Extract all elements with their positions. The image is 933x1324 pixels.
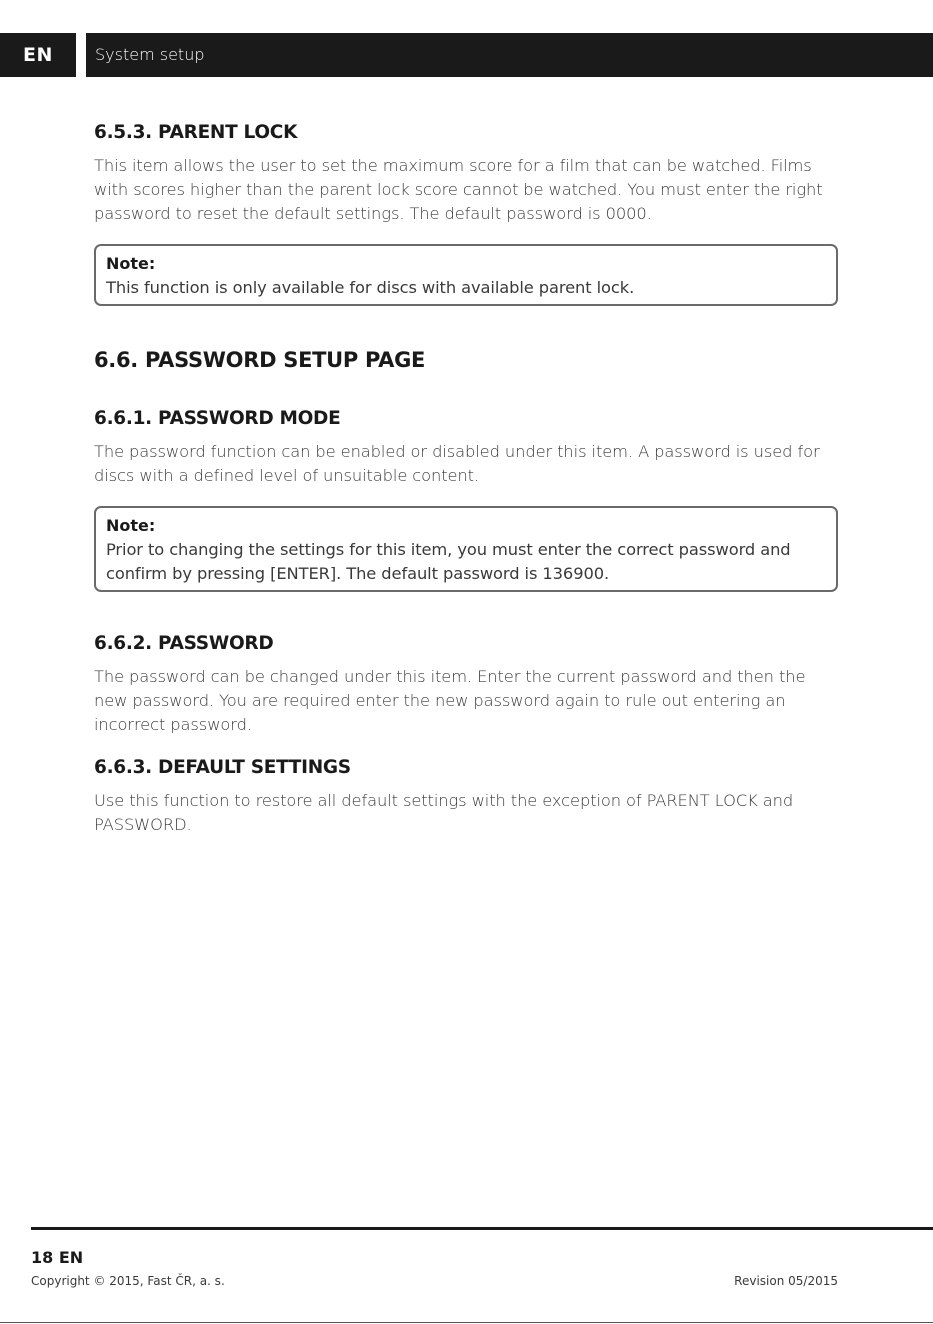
language-badge: EN xyxy=(0,33,76,77)
paragraph-default-settings: Use this function to restore all default settings with the exception of PARENT LOCK and PASSWORD. xyxy=(94,791,794,834)
bottom-divider xyxy=(0,1322,933,1323)
heading-password-mode: 6.6.1. PASSWORD MODE xyxy=(94,408,341,429)
revision-text: Revision 05/2015 xyxy=(734,1274,838,1288)
heading-password-setup-page: 6.6. PASSWORD SETUP PAGE xyxy=(94,348,426,372)
note-box-password-mode xyxy=(94,506,838,592)
section-header: System setup xyxy=(86,33,933,77)
note-box-parent-lock xyxy=(94,244,838,306)
copyright-text: Copyright © 2015, Fast ČR, a. s. xyxy=(31,1274,225,1288)
note-text: Prior to changing the settings for this item, you must enter the correct password and confirm by pressing [ENTER]. The default password is 136900. xyxy=(106,540,791,583)
heading-parent-lock: 6.5.3. PARENT LOCK xyxy=(94,122,298,143)
paragraph-password: The password can be changed under this item. Enter the current password and then the new password. You are required enter the new password again to rule out entering an incorrect password. xyxy=(94,667,806,734)
page-number: 18 EN xyxy=(31,1248,84,1267)
footer-divider xyxy=(31,1227,933,1230)
note-label: Note: xyxy=(106,516,156,535)
note-text: This function is only available for discs with available parent lock. xyxy=(106,278,635,297)
heading-password: 6.6.2. PASSWORD xyxy=(94,633,274,654)
heading-default-settings: 6.6.3. DEFAULT SETTINGS xyxy=(94,757,351,778)
paragraph-password-mode: The password function can be enabled or disabled under this item. A password is used for discs with a defined level of unsuitable content. xyxy=(94,442,820,485)
note-label: Note: xyxy=(106,254,156,273)
paragraph-parent-lock: This item allows the user to set the maximum score for a film that can be watched. Films with scores higher than the parent lock score cannot be watched. You must enter the right password to reset the default settings. The default password is 0000. xyxy=(94,156,823,223)
